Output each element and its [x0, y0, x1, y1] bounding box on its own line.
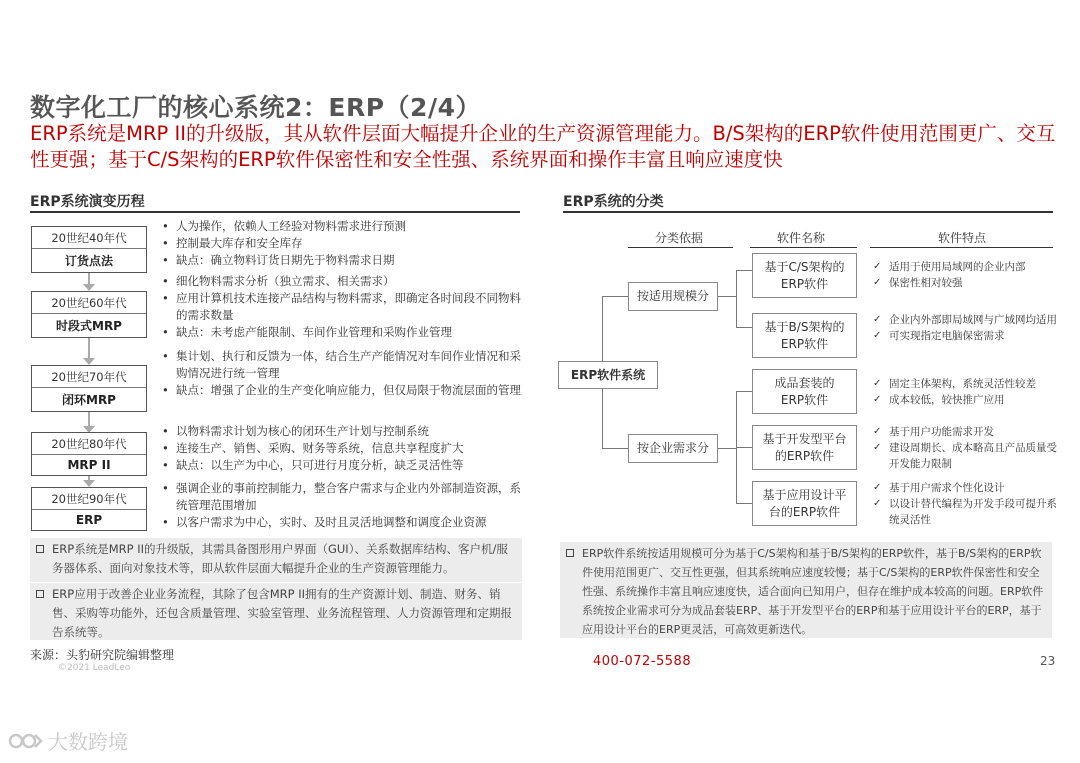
square-bullet-icon	[36, 590, 44, 598]
software-node-app-design: 基于应用设计平台的ERP软件	[752, 481, 857, 526]
era-name: 时段式MRP	[56, 319, 122, 333]
bullet-item: • 应用计算机技术连接产品结构与物料需求，即确定各时间段不同物料的需求数量	[162, 290, 524, 324]
features-bs	[873, 312, 1058, 344]
connector-cat1-out	[718, 296, 736, 297]
connector-cat2-out	[718, 448, 736, 449]
right-section-title: ERP系统的分类	[563, 194, 664, 210]
era-bullets-1960s	[162, 273, 524, 341]
header-features: 软件特点	[938, 231, 987, 245]
header-underline-name	[750, 247, 857, 248]
connector-cat1-vertical	[736, 270, 737, 327]
right-note	[560, 542, 1052, 638]
connector-cat2-sw4	[736, 447, 752, 448]
left-note-1	[30, 538, 522, 582]
bullet-item: • 缺点：增强了企业的生产变化响应能力，但仅局限于物流层面的管理	[162, 382, 524, 399]
bullet-item: • 集计划、执行和反馈为一体，结合生产产能情况对车间作业情况和采购情况进行统一管理	[162, 348, 524, 382]
features-app-design	[873, 480, 1058, 528]
feature-item: ✓ 成本较低，较快推广应用	[873, 392, 1058, 408]
bullet-item: • 缺点：确立物料订货日期先于物料需求日期	[162, 252, 524, 269]
left-note-text-2: ERP应用于改善企业业务流程，其除了包含MRP II拥有的生产资源计划、制造、财务、销售、采购等功能外，还包含质量管理、实验室管理、业务流程管理、人力资源管理和定期报告系统等。	[52, 587, 512, 639]
timeline-arrow-2	[88, 336, 90, 358]
watermark-logo-icon	[8, 730, 44, 752]
era-year: 20世纪70年代	[32, 366, 146, 388]
feature-item: ✓ 建设周期长、成本略高且产品质量受开发能力限制	[873, 440, 1058, 472]
watermark-text: 大数跨境	[48, 730, 128, 754]
connector-cat1-sw2	[736, 327, 752, 328]
software-node-dev-platform: 基于开发型平台的ERP软件	[752, 425, 857, 470]
left-section-title: ERP系统演变历程	[30, 194, 145, 210]
page-number: 23	[1040, 654, 1056, 668]
era-year: 20世纪60年代	[32, 292, 146, 314]
source-text: 来源：头豹研究院编辑整理	[30, 648, 175, 662]
phone-number: 400-072-5588	[593, 654, 692, 669]
timeline-arrow-head-2	[83, 358, 95, 365]
left-section-rule	[30, 211, 520, 213]
era-bullets-1970s	[162, 348, 524, 399]
bullet-item: • 强调企业的事前控制能力，整合客户需求与企业内外部制造资源，系统管理范围增加	[162, 480, 524, 514]
bullet-item: • 缺点：未考虑产能限制、车间作业管理和采购作业管理	[162, 324, 524, 341]
software-node-cs: 基于C/S架构的ERP软件	[752, 253, 857, 298]
era-year: 20世纪90年代	[32, 488, 146, 510]
era-name: 闭环MRP	[62, 393, 116, 407]
era-box-1980s	[31, 432, 147, 476]
connector-cat2-sw3	[736, 391, 752, 392]
bullet-item: • 细化物料需求分析（独立需求、相关需求）	[162, 273, 524, 290]
square-bullet-icon	[566, 549, 574, 557]
feature-item: ✓ 适用于使用局域网的企业内部	[873, 259, 1058, 275]
header-software-name: 软件名称	[777, 231, 826, 245]
header-underline-basis	[628, 247, 733, 248]
feature-item: ✓ 固定主体架构，系统灵活性较差	[873, 376, 1058, 392]
page-subtitle: ERP系统是MRP II的升级版，其从软件层面大幅提升企业的生产资源管理能力。B/S架构的ERP软件使用范围更广、交互性更强；基于C/S架构的ERP软件保密性和安全性强、系统界面和操作丰富且响应速度快	[30, 122, 1056, 171]
features-packaged	[873, 376, 1058, 408]
page-title: 数字化工厂的核心系统2：ERP（2/4）	[30, 93, 481, 122]
timeline-arrow-head-4	[83, 480, 95, 487]
timeline-arrow-head-1	[83, 284, 95, 291]
software-node-packaged: 成品套装的ERP软件	[752, 369, 857, 414]
feature-item: ✓ 可实现指定电脑保密需求	[873, 328, 1058, 344]
era-year: 20世纪40年代	[32, 227, 146, 249]
feature-item: ✓ 基于用户需求个性化设计	[873, 480, 1058, 496]
era-bullets-1980s	[162, 423, 524, 474]
connector-cat1-sw1	[736, 270, 752, 271]
header-basis: 分类依据	[655, 231, 704, 245]
era-bullets-1940s	[162, 218, 524, 269]
right-note-text: ERP软件系统按适用规模可分为基于C/S架构和基于B/S架构的ERP软件，基于B/S架构的ERP软件使用范围更广、交互性更强，但其系统响应速度较慢；基于C/S架构的ERP软件保密性和安全性强、系统操作丰富且响应速度快，适合面向已知用户，但存在维护成本较高的问题。ERP软件系统按企业需求可分为成品套装ERP、基于开发型平台的ERP和基于应用设计平台的ERP，基于应用设计平台的ERP更灵活，可高效更新迭代。	[582, 547, 1044, 636]
feature-item: ✓ 基于用户功能需求开发	[873, 424, 1058, 440]
right-section-rule	[563, 211, 1053, 213]
era-name: MRP II	[67, 458, 111, 472]
bullet-item: • 缺点：以生产为中心，只可进行月度分析，缺乏灵活性等	[162, 457, 524, 474]
left-note-text-1: ERP系统是MRP II的升级版，其需具备图形用户界面（GUI）、关系数据库结构、客户机/服务器体系、面向对象技术等，即从软件层面大幅提升企业的生产资源管理能力。	[52, 542, 508, 575]
connector-root-to-cat2	[602, 448, 628, 449]
category-node-scale: 按适用规模分	[628, 282, 718, 311]
features-dev-platform	[873, 424, 1058, 472]
features-cs	[873, 259, 1058, 291]
bullet-item: • 以物料需求计划为核心的闭环生产计划与控制系统	[162, 423, 524, 440]
bullet-item: • 以客户需求为中心，实时、及时且灵活地调整和调度企业资源	[162, 514, 524, 531]
feature-item: ✓ 保密性相对较强	[873, 275, 1058, 291]
era-name: ERP	[75, 513, 103, 527]
connector-root-to-cat1	[602, 296, 628, 297]
bullet-item: • 人为操作，依赖人工经验对物料需求进行预测	[162, 218, 524, 235]
header-underline-features	[870, 247, 1053, 248]
timeline-arrow-3	[88, 410, 90, 426]
era-box-1940s	[31, 226, 147, 273]
category-node-demand: 按企业需求分	[628, 434, 718, 463]
era-year: 20世纪80年代	[32, 433, 146, 455]
watermark	[8, 726, 128, 755]
era-box-1960s	[31, 291, 147, 338]
copyright-text: ©2021 LeadLeo	[58, 663, 131, 673]
era-bullets-1990s	[162, 480, 524, 531]
era-name: 订货点法	[64, 254, 113, 268]
feature-item: ✓ 以设计替代编程为开发手段可提升系统灵活性	[873, 496, 1058, 528]
feature-item: ✓ 企业内外部即局域网与广域网均适用	[873, 312, 1058, 328]
bullet-item: • 连接生产、销售、采购、财务等系统，信息共享程度扩大	[162, 440, 524, 457]
bullet-item: • 控制最大库存和安全库存	[162, 235, 524, 252]
root-node: ERP软件系统	[558, 361, 658, 389]
software-node-bs: 基于B/S架构的ERP软件	[752, 313, 857, 358]
left-note-2	[30, 583, 522, 640]
era-box-1970s	[31, 365, 147, 412]
connector-cat2-sw5	[736, 503, 752, 504]
era-box-1990s	[31, 487, 147, 531]
square-bullet-icon	[36, 545, 44, 553]
